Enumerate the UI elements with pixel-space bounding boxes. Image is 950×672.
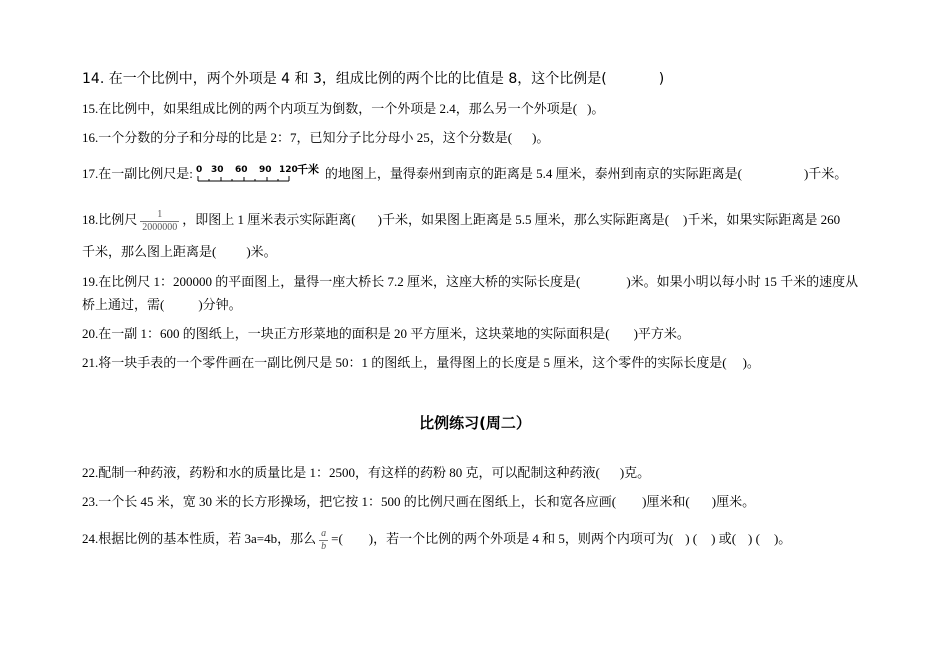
question-23-part-a: 23.一个长 45 米，宽 30 米的长方形操场，把它按 1：500 的比例尺画在图纸上，长和宽各应画( [82,494,617,509]
question-19 [82,273,858,291]
question-15-close: )。 [587,101,605,116]
scale-unit: 千米 [296,163,319,177]
scale-label-60: 60 [234,165,248,176]
question-22-close: )克。 [619,465,651,480]
question-14-close: ) [658,71,665,87]
scale-label-0: 0 [195,165,203,176]
question-14 [82,70,664,88]
question-17 [82,162,847,187]
question-23-part-c: )厘米。 [711,494,756,509]
question-24-part-g: )。 [773,531,792,546]
question-16 [82,129,549,147]
question-18-line-2-b: )米。 [246,244,277,259]
question-18-pre: 18.比例尺 [82,212,138,227]
question-18-line-2 [82,243,277,261]
question-19-line-2 [82,296,242,314]
question-24-part-d: ) ( [685,531,698,546]
question-18-line-2-a: 千米，那么图上距离是( [82,244,217,259]
question-23-part-b: )厘米和( [642,494,690,509]
question-17-pre: 17.在一副比例尺是: [82,166,193,181]
question-24-part-e: ) 或( [711,531,737,546]
fraction-denominator: b [321,540,327,552]
question-19-line-2-b: )分钟。 [198,297,242,312]
fraction-numerator: 1 [157,208,163,220]
question-24-part-b: =( [331,531,343,546]
question-17-text: 的地图上，量得泰州到南京的距离是 5.4 厘米，泰州到南京的实际距离是( [324,166,742,181]
question-24-part-f: ) ( [748,531,760,546]
scale-label-120: 120 [278,165,298,176]
section-title: 比例练习(周二） [419,414,531,432]
question-21-text: 21.将一块手表的一个零件画在一副比例尺是 50：1 的图纸上，量得图上的长度是 5 厘米，这个零件的实际长度是( [82,355,727,370]
question-20-close: )平方米。 [633,326,690,341]
question-21-close: )。 [742,355,760,370]
question-19-part-a: 19.在比例尺 1：200000 的平面图上，量得一座大桥长 7.2 厘米，这座大桥的实际长度是( [82,274,581,289]
question-16-close: )。 [532,130,550,145]
question-22-text: 22.配制一种药液，药粉和水的质量比是 1：2500，有这样的药粉 80 克，可以配制这种药液( [82,465,600,480]
fraction-denominator: 2000000 [142,221,178,233]
question-18-part-b: )千米，如果图上距离是 5.5 厘米，那么实际距离是( [377,212,670,227]
scale-fraction [140,209,179,234]
scale-label-30: 30 [210,165,224,176]
question-16-text: 16.一个分数的分子和分母的比是 2：7，已知分子比分母小 25，这个分数是( [82,130,513,145]
question-24 [82,524,791,554]
question-22 [82,464,650,482]
question-19-part-b: )米。如果小明以每小时 15 千米的速度从 [626,274,859,289]
question-15 [82,100,604,118]
question-18 [82,206,840,234]
question-20-text: 20.在一副 1：600 的图纸上，一块正方形菜地的面积是 20 平方厘米，这块菜地的实际面积是( [82,326,610,341]
question-24-part-c: )，若一个比例的两个外项是 4 和 5，则两个内项可为( [368,531,674,546]
scale-bar-icon [195,163,323,187]
question-24-part-a: 24.根据比例的基本性质，若 3a=4b，那么 [82,531,317,546]
question-17-close: )千米。 [803,166,848,181]
question-21 [82,354,760,372]
fraction-numerator: a [321,527,327,539]
question-18-part-a: ，即图上 1 厘米表示实际距离( [182,212,356,227]
question-14-text: 14. 在一个比例中，两个外项是 4 和 3，组成比例的两个比的比值是 8，这个比例是( [82,71,607,87]
question-15-text: 15.在比例中，如果组成比例的两个内项互为倒数，一个外项是 2.4，那么另一个外项是( [82,101,578,116]
question-18-part-c: )千米，如果实际距离是 260 [683,212,841,227]
scale-label-90: 90 [258,165,272,176]
ratio-fraction [319,528,328,553]
question-20 [82,325,690,343]
question-23 [82,493,755,511]
question-19-line-2-a: 桥上通过，需( [82,297,165,312]
